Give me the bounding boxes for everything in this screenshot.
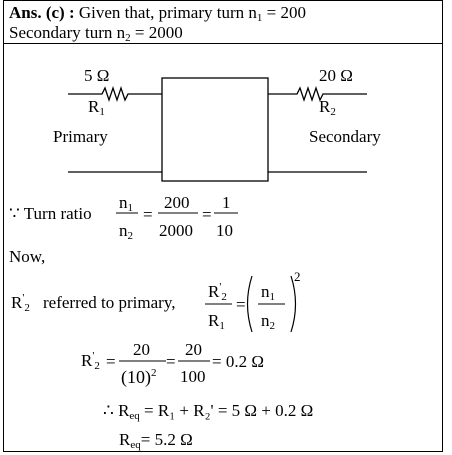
ratio-eq-2: =: [202, 205, 212, 224]
calc-lhs: R'2: [81, 350, 100, 372]
ratio-eq-1: =: [143, 205, 153, 224]
primary-resistor-label: R1: [88, 97, 105, 118]
referred-text: referred to primary,: [43, 293, 176, 312]
ratio-den-n2: n2: [119, 221, 133, 242]
referred-paren-den: n2: [261, 311, 275, 332]
answer-label: Ans. (c) :: [9, 3, 75, 22]
calc-f1-den: $(10)^2$: [121, 367, 157, 387]
ratio-den-2000: 2000: [159, 221, 193, 240]
referred-frac-num: R'2: [208, 281, 227, 303]
referred-paren-num: n1: [261, 282, 275, 303]
calc-eq-2: =: [166, 352, 176, 371]
calc-f1-num: 20: [133, 340, 150, 359]
ratio-num-1: 1: [222, 193, 231, 212]
calc-f2-den: 100: [180, 367, 206, 386]
ratio-den-10: 10: [216, 221, 233, 240]
secondary-resistor-label: R2: [319, 97, 336, 118]
right-paren: [291, 276, 296, 332]
given-secondary-sub: 2: [125, 32, 131, 44]
secondary-resistance-value: 20 Ω: [319, 66, 353, 85]
req-line-1: ∴ Req = R₁ + R₂' = 5 Ω + 0.2 Ω: [103, 401, 314, 422]
referred-exponent: 2: [294, 269, 301, 284]
req-line-2: Req= 5.2 Ω: [119, 430, 193, 451]
calc-eq-1: =: [106, 352, 116, 371]
ratio-num-200: 200: [164, 193, 190, 212]
given-primary-value: = 200: [266, 3, 306, 22]
given-primary-sub: 1: [256, 12, 263, 24]
referred-eq: =: [236, 295, 246, 314]
primary-resistance-value: 5 Ω: [84, 66, 110, 85]
given-primary-text: Given that, primary turn n: [78, 3, 257, 22]
given-secondary-text: Secondary turn n: [9, 23, 126, 42]
turn-ratio-label: ∵ Turn ratio: [9, 204, 92, 223]
left-paren: [248, 276, 253, 332]
referred-lhs: R'2: [11, 292, 30, 314]
referred-frac-den: R1: [208, 311, 225, 332]
primary-label: Primary: [53, 127, 108, 146]
calc-f2-num: 20: [185, 340, 202, 359]
calc-result: = 0.2 Ω: [212, 352, 264, 371]
ratio-num-n1: n1: [119, 193, 133, 214]
primary-resistor: [68, 88, 162, 100]
now-label: Now,: [9, 247, 46, 266]
transformer-core: [162, 78, 268, 181]
secondary-label: Secondary: [309, 127, 381, 146]
given-secondary-value: = 2000: [134, 23, 183, 42]
secondary-resistor: [268, 88, 367, 100]
